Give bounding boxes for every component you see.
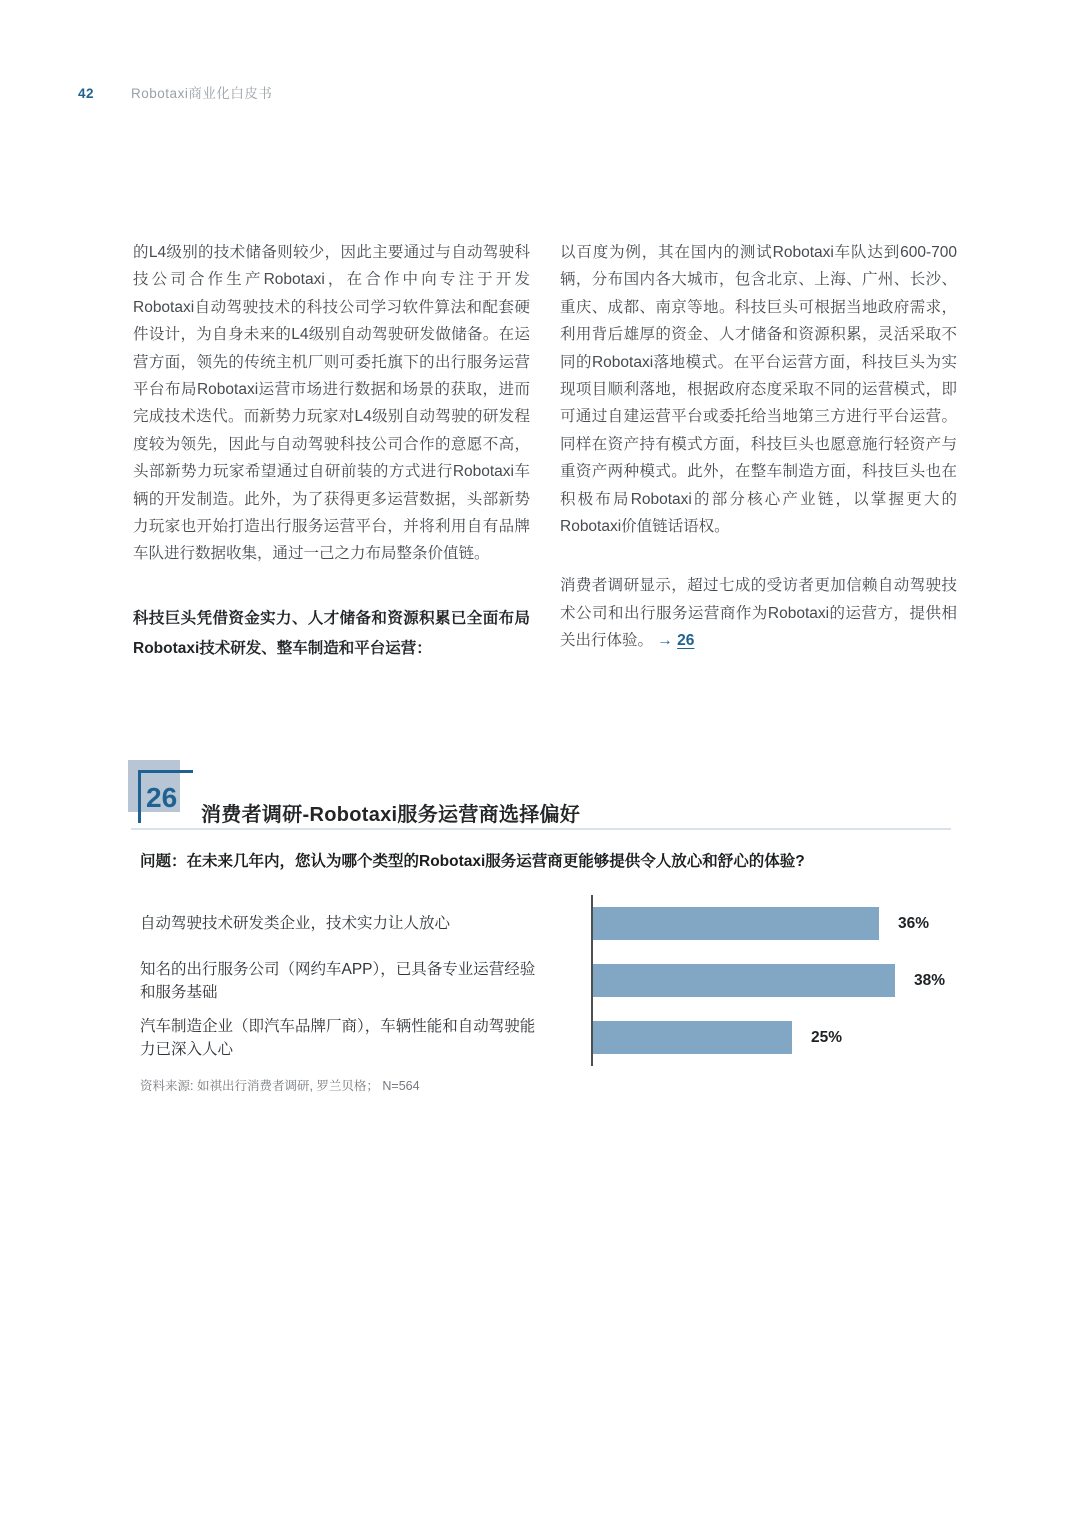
figure-26-link-number: 26: [677, 632, 695, 650]
right-paragraph-1: 以百度为例，其在国内的测试Robotaxi车队达到600-700辆，分布国内各大城市，包含北京、上海、广州、长沙、重庆、成都、南京等地。科技巨头可根据当地政府需求，利用背后雄厚的资金、人才储备和资源积累，灵活采取不同的Robotaxi落地模式。在平台运营方面，科技巨头为实现项目顺利落地，根据政府态度采取不同的运营模式，即可通过自建运营平台或委托给当地第三方进行平台运营。同样在资产持有模式方面，科技巨头也愿意施行轻资产与重资产两种模式。此外，在整车制造方面，科技巨头也在积极布局Robotaxi的部分核心产业链，以掌握更大的Robotaxi价值链话语权。: [560, 244, 957, 536]
bar-chart: [140, 895, 970, 1066]
chart-bar: [593, 1021, 792, 1054]
left-paragraph: 的L4级别的技术储备则较少，因此主要通过与自动驾驶科技公司合作生产Robotaxi，在合作中向专注于开发Robotaxi自动驾驶技术的科技公司学习软件算法和配套硬件设计，为自身未来的L4级别自动驾驶研发做储备。在运营方面，领先的传统主机厂则可委托旗下的出行服务运营平台布局Robotaxi运营市场进行数据和场景的获取，进而完成技术迭代。而新势力玩家对L4级别自动驾驶的研发程度较为领先，因此与自动驾驶科技公司合作的意愿不高，头部新势力玩家希望通过自研前装的方式进行Robotaxi车辆的开发制造。此外，为了获得更多运营数据，头部新势力玩家也开始打造出行服务运营平台，并将利用自有品牌车队进行数据收集，通过一己之力布局整条价值链。: [133, 244, 530, 563]
chart-labels-column: [140, 895, 591, 1066]
page-number: 42: [78, 86, 95, 101]
chart-bar-row: [593, 1009, 970, 1066]
body-columns: [133, 239, 957, 664]
figure-26-link[interactable]: [657, 632, 694, 649]
survey-question: 问题：在未来几年内，您认为哪个类型的Robotaxi服务运营商更能够提供令人放心和舒心的体验?: [140, 853, 805, 870]
source-note: 资料来源: 如祺出行消费者调研, 罗兰贝格； N=564: [140, 1079, 420, 1093]
left-column: [133, 239, 530, 664]
figure-number-marker: [128, 758, 198, 843]
chart-bar-row: [593, 952, 970, 1009]
chart-bars-column: [591, 895, 970, 1066]
page-header-title: Robotaxi商业化白皮书: [131, 86, 273, 101]
figure-number: 26: [146, 782, 178, 813]
arrow-right-icon: →: [657, 632, 673, 650]
chart-bar-row: [593, 895, 970, 952]
chart-category-label: 自动驾驶技术研发类企业，技术实力让人放心: [140, 915, 451, 932]
chart-category-label: 汽车制造企业（即汽车品牌厂商），车辆性能和自动驾驶能力已深入人心: [140, 1017, 536, 1058]
right-paragraph-2: [560, 572, 957, 654]
chart-value-label: 36%: [898, 914, 930, 932]
chart-value-label: 25%: [811, 1028, 843, 1046]
figure-title: 消费者调研-Robotaxi服务运营商选择偏好: [201, 803, 581, 826]
chart-value-label: 38%: [914, 971, 946, 989]
page-header: [78, 82, 272, 102]
chart-category-label: 知名的出行服务公司（网约车APP），已具备专业运营经验和服务基础: [140, 960, 536, 1001]
right-column: [560, 239, 957, 664]
chart-bar: [593, 907, 879, 940]
figure-marker-corner: [138, 770, 193, 823]
right-paragraph-2-text: 消费者调研显示，超过七成的受访者更加信赖自动驾驶技术公司和出行服务运营商作为Robotaxi的运营方，提供相关出行体验。: [560, 577, 957, 650]
figure-divider: [131, 828, 951, 830]
chart-bar: [593, 964, 895, 997]
left-bold-paragraph: 科技巨头凭借资金实力、人才储备和资源积累已全面布局Robotaxi技术研发、整车制造和平台运营：: [133, 609, 530, 657]
